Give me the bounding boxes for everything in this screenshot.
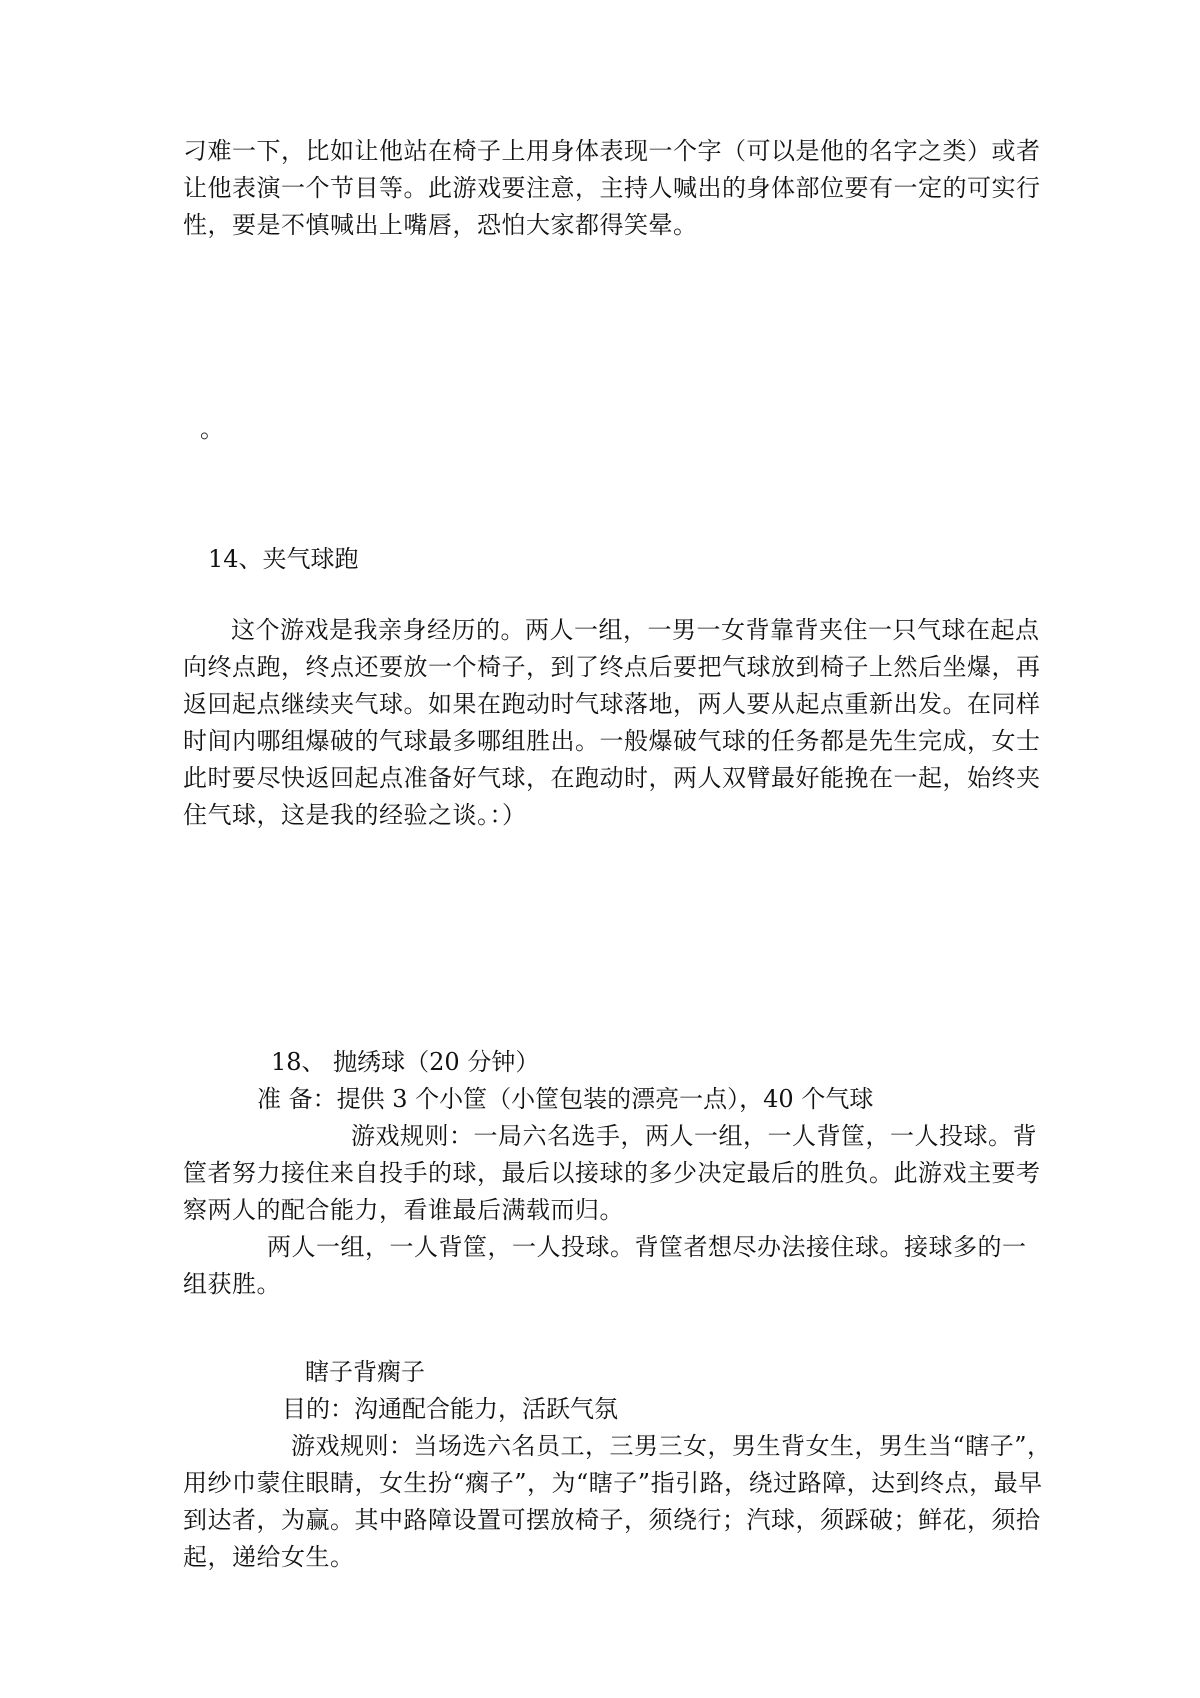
game-blind-rules-line-4: 起，递给女生。 <box>183 1543 355 1571</box>
game14-line-4: 时间内哪组爆破的气球最多哪组胜出。一般爆破气球的任务都是先生完成，女士 <box>183 727 1041 755</box>
intro-paragraph <box>183 133 1041 244</box>
intro-line-2: 让他表演一个节目等。此游戏要注意，主持人喊出的身体部位要有一定的可实行 <box>183 174 1041 202</box>
game18-title: 18、 抛绣球（20 分钟） <box>271 1048 540 1076</box>
game18-summary-line-1: 两人一组，一人背筐，一人投球。背筐者想尽办法接住球。接球多的一 <box>267 1233 1027 1261</box>
game-blind-rules-line-2: 用纱巾蒙住眼睛，女生扮“瘸子”，为“瞎子”指引路，绕过路障，达到终点，最早 <box>183 1469 1043 1497</box>
game14-line-1: 这个游戏是我亲身经历的。两人一组，一男一女背靠背夹住一只气球在起点 <box>231 616 1040 644</box>
game18-rules-line-3: 察两人的配合能力，看谁最后满载而归。 <box>183 1196 624 1224</box>
intro-line-1: 刁难一下，比如让他站在椅子上用身体表现一个字（可以是他的名字之类）或者 <box>183 137 1041 165</box>
intro-line-3: 性，要是不慎喊出上嘴唇，恐怕大家都得笑晕。 <box>183 211 698 239</box>
game14-line-2: 向终点跑，终点还要放一个椅子，到了终点后要把气球放到椅子上然后坐爆，再 <box>183 653 1041 681</box>
game14-line-6: 住气球，这是我的经验之谈。：） <box>183 801 527 829</box>
game-blind-rules-line-3: 到达者，为赢。其中路障设置可摆放椅子，须绕行；汽球，须踩破；鲜花，须拾 <box>183 1506 1041 1534</box>
game-blind-rules-line-1: 游戏规则：当场选六名员工，三男三女，男生背女生，男生当“瞎子”， <box>291 1432 1052 1460</box>
game18-summary <box>183 1229 1027 1303</box>
game-blind-purpose: 目的：沟通配合能力，活跃气氛 <box>282 1395 618 1423</box>
game14-paragraph <box>183 612 1041 834</box>
game14-line-5: 此时要尽快返回起点准备好气球，在跑动时，两人双臂最好能挽在一起，始终夹 <box>183 764 1041 792</box>
game14-title: 14、夹气球跑 <box>208 545 359 573</box>
game18-summary-line-2: 组获胜。 <box>183 1270 281 1298</box>
game-blind-rules <box>183 1428 1052 1576</box>
game-blind-title: 瞎子背瘸子 <box>305 1358 425 1386</box>
stray-punctuation: 。 <box>200 415 224 443</box>
game14-line-3: 返回起点继续夹气球。如果在跑动时气球落地，两人要从起点重新出发。在同样 <box>183 690 1041 718</box>
game18-rules-line-2: 筐者努力接住来自投手的球，最后以接球的多少决定最后的胜负。此游戏主要考 <box>183 1159 1041 1187</box>
game18-rules <box>183 1118 1041 1229</box>
game18-prep: 准 备：提供 3 个小筐（小筐包装的漂亮一点），40 个气球 <box>257 1085 874 1113</box>
game18-rules-line-1: 游戏规则：一局六名选手，两人一组，一人背筐，一人投球。背 <box>351 1122 1037 1150</box>
